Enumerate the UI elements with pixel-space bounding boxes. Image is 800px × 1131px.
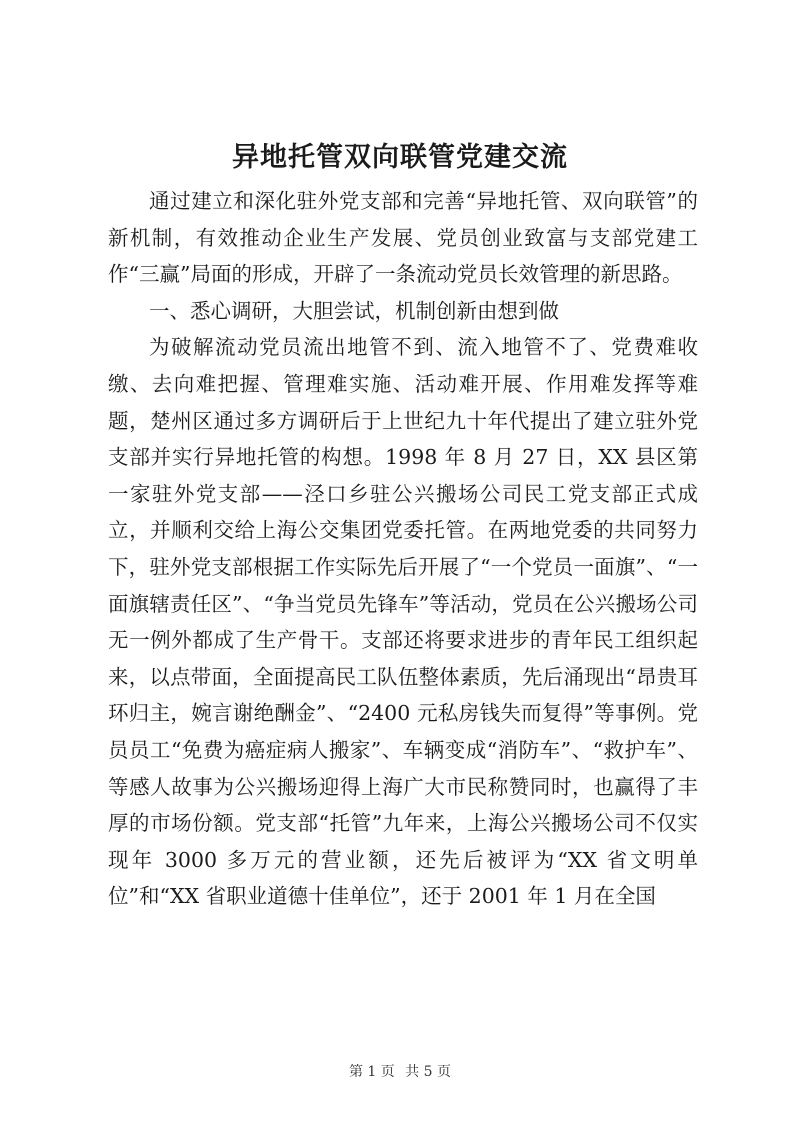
intro-paragraph: 通过建立和深化驻外党支部和完善“异地托管、双向联管”的新机制，有效推动企业生产发展、党员创业致富与支部党建工作“三赢”局面的形成，开辟了一条流动党员长效管理的新思路。: [108, 189, 698, 287]
page-number: 第 1 页: [348, 1064, 395, 1080]
page-total: 共 5 页: [405, 1064, 452, 1080]
document-body: [108, 183, 698, 915]
document-title: 异地托管双向联管党建交流: [232, 142, 568, 173]
section-heading: 一、悉心调研，大胆尝试，机制创新由想到做: [149, 298, 559, 323]
body-paragraph: 为破解流动党员流出地管不到、流入地管不了、党费难收缴、去向难把握、管理难实施、活动难开展、作用难发挥等难题，楚州区通过多方调研后于上世纪九十年代提出了建立驻外党支部并实行异地托管的构想。1998 年 8 月 27 日，XX 县区第一家驻外党支部——泾口乡驻公兴搬场公司民工党支部正式成立，并顺利交给上海公交集团党委托管。在两地党委的共同努力下，驻外党支部根据工作实际先后开展了“一个党员一面旗”、“一面旗辖责任区”、“争当党员先锋车”等活动，党员在公兴搬场公司无一例外都成了生产骨干。支部还将要求进步的青年民工组织起来，以点带面，全面提高民工队伍整体素质，先后涌现出“昂贵耳环归主，婉言谢绝酬金”、“2400 元私房钱失而复得”等事例。党员员工“免费为癌症病人搬家”、车辆变成“消防车”、“救护车”、等感人故事为公兴搬场迎得上海广大市民称赞同时，也赢得了丰厚的市场份额。党支部“托管”九年来，上海公兴搬场公司不仅实现年 3000 多万元的营业额，还先后被评为“XX 省文明单位”和“XX 省职业道德十佳单位”，还于 2001 年 1 月在全国: [108, 335, 698, 909]
page-footer: [0, 1062, 800, 1082]
